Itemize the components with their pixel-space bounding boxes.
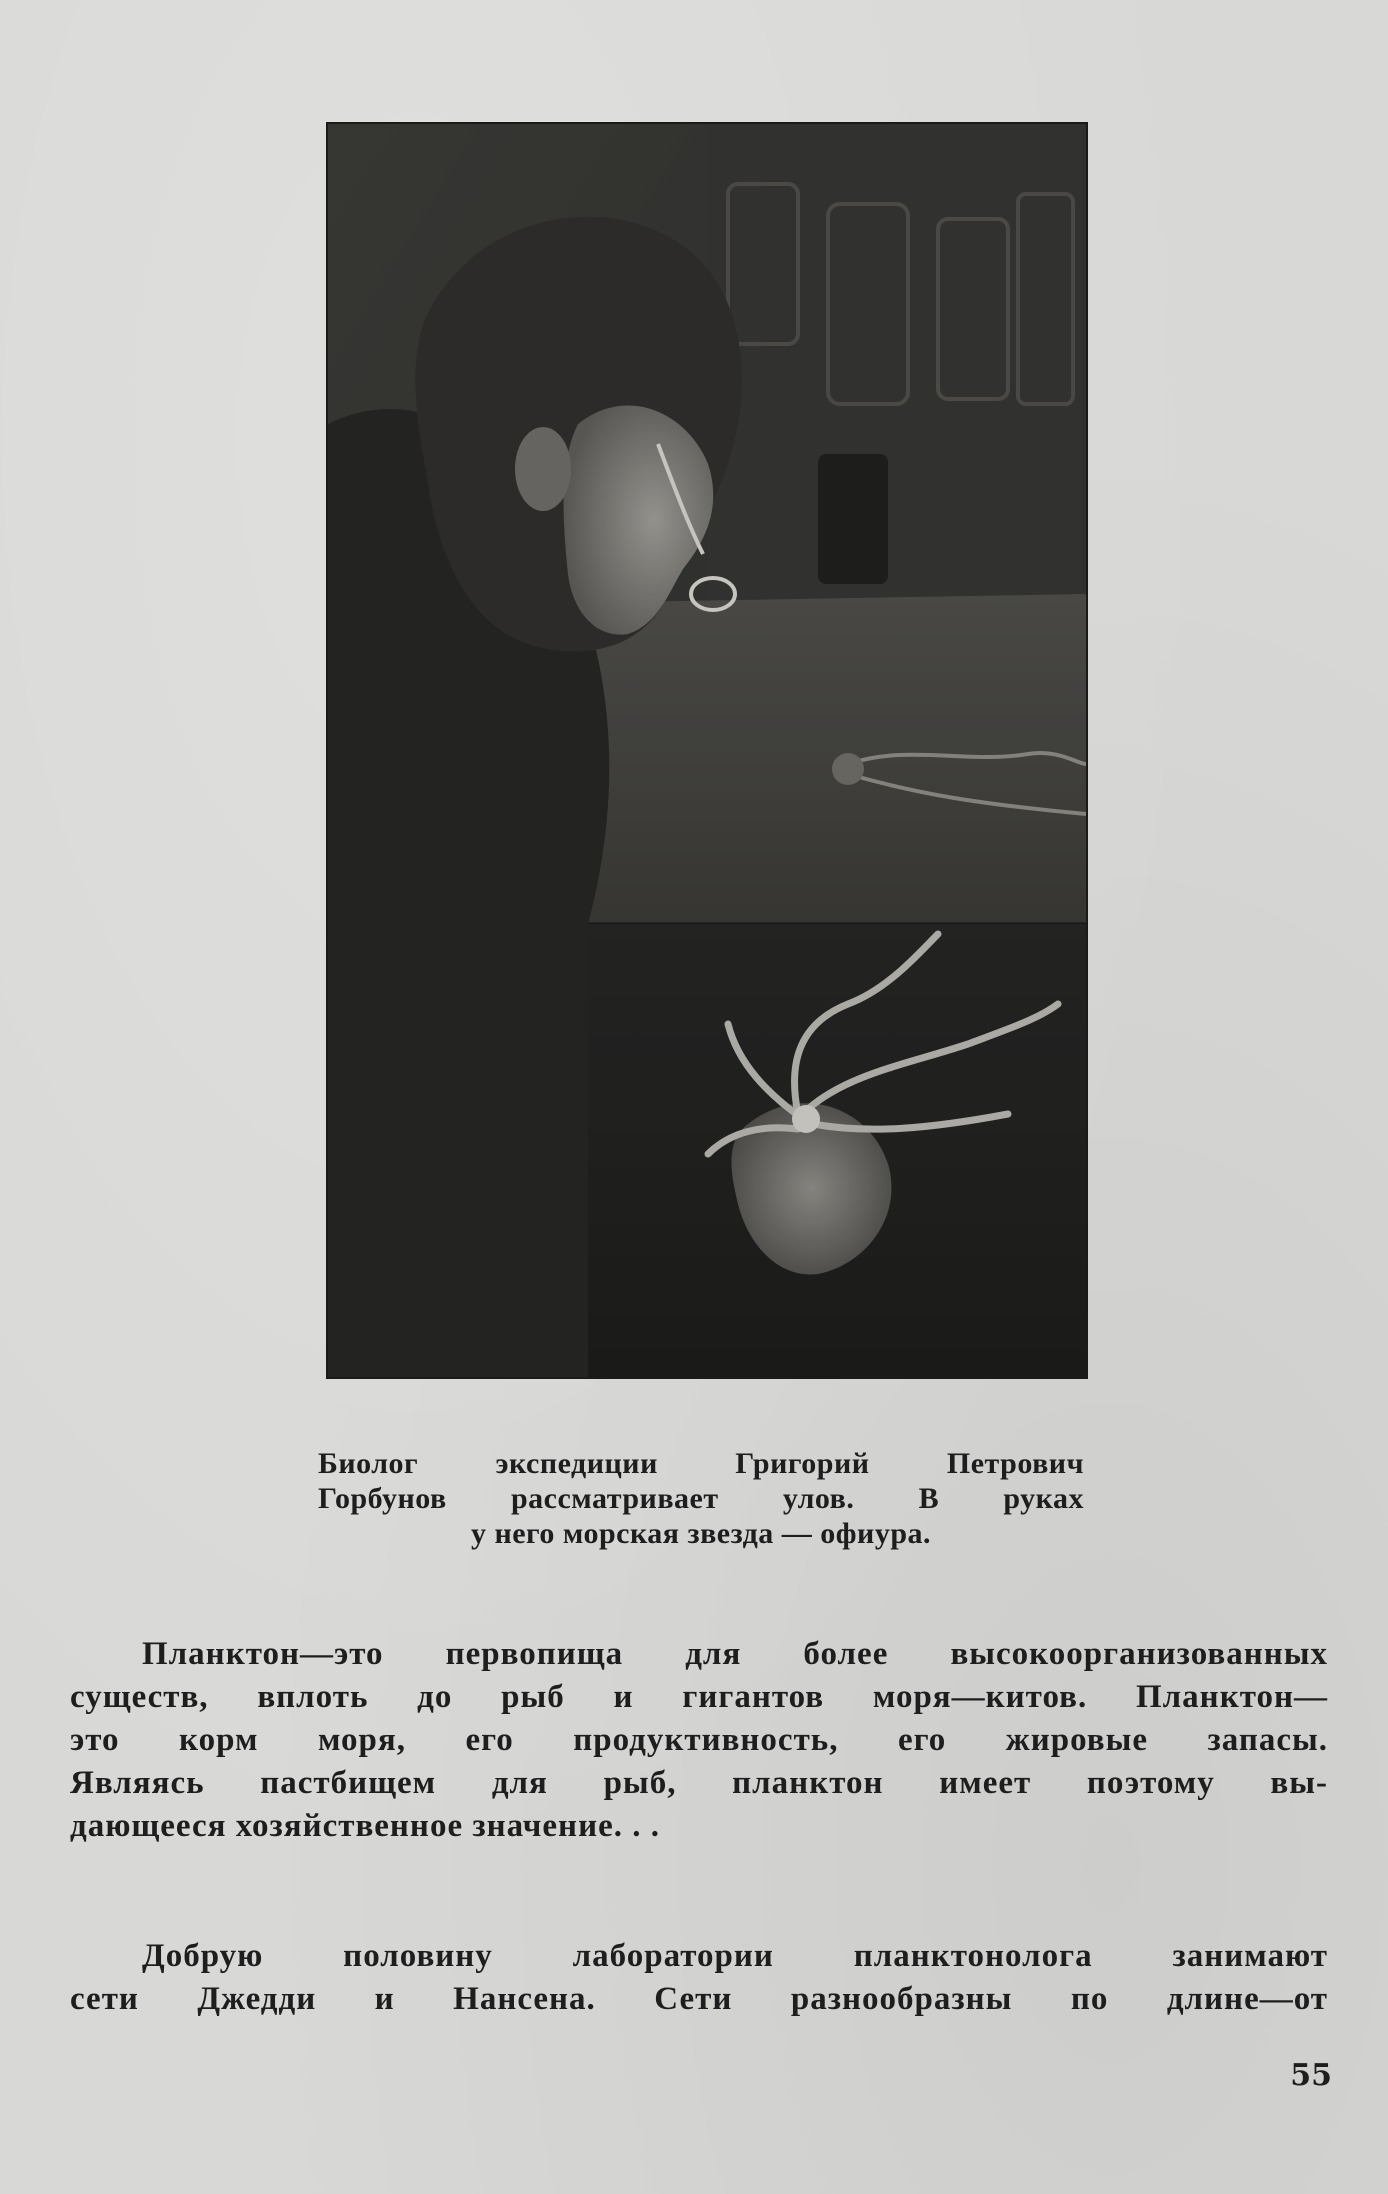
photograph bbox=[328, 124, 1086, 1377]
paragraph-plankton bbox=[70, 1633, 1328, 1848]
caption-line: Горбунов рассматривает улов. В руках bbox=[318, 1482, 1084, 1515]
caption-line: у него морская звезда — офиура. bbox=[470, 1517, 932, 1550]
photo-caption bbox=[318, 1446, 1084, 1551]
paragraph-line: существ, вплоть до рыб и гигантов моря—китов. Планктон— bbox=[70, 1679, 1328, 1715]
paragraph-line: это корм моря, его продуктивность, его жировые запасы. bbox=[70, 1722, 1328, 1758]
paragraph-laboratory bbox=[70, 1935, 1328, 2021]
paragraph-line: дающееся хозяйственное значение. . . bbox=[70, 1808, 660, 1844]
paragraph-line: Являясь пастбищем для рыб, планктон имеет поэтому вы- bbox=[70, 1765, 1328, 1801]
paragraph-line: Добрую половину лаборатории планктонолога занимают bbox=[142, 1938, 1328, 1974]
paragraph-line: Планктон—это первопища для более высокоорганизованных bbox=[142, 1636, 1328, 1672]
caption-line: Биолог экспедиции Григорий Петрович bbox=[318, 1447, 1084, 1480]
page-number: 55 bbox=[1290, 2058, 1332, 2093]
paragraph-line: сети Джедди и Нансена. Сети разнообразны по длине—от bbox=[70, 1981, 1328, 2017]
photograph-image bbox=[328, 124, 1086, 1377]
